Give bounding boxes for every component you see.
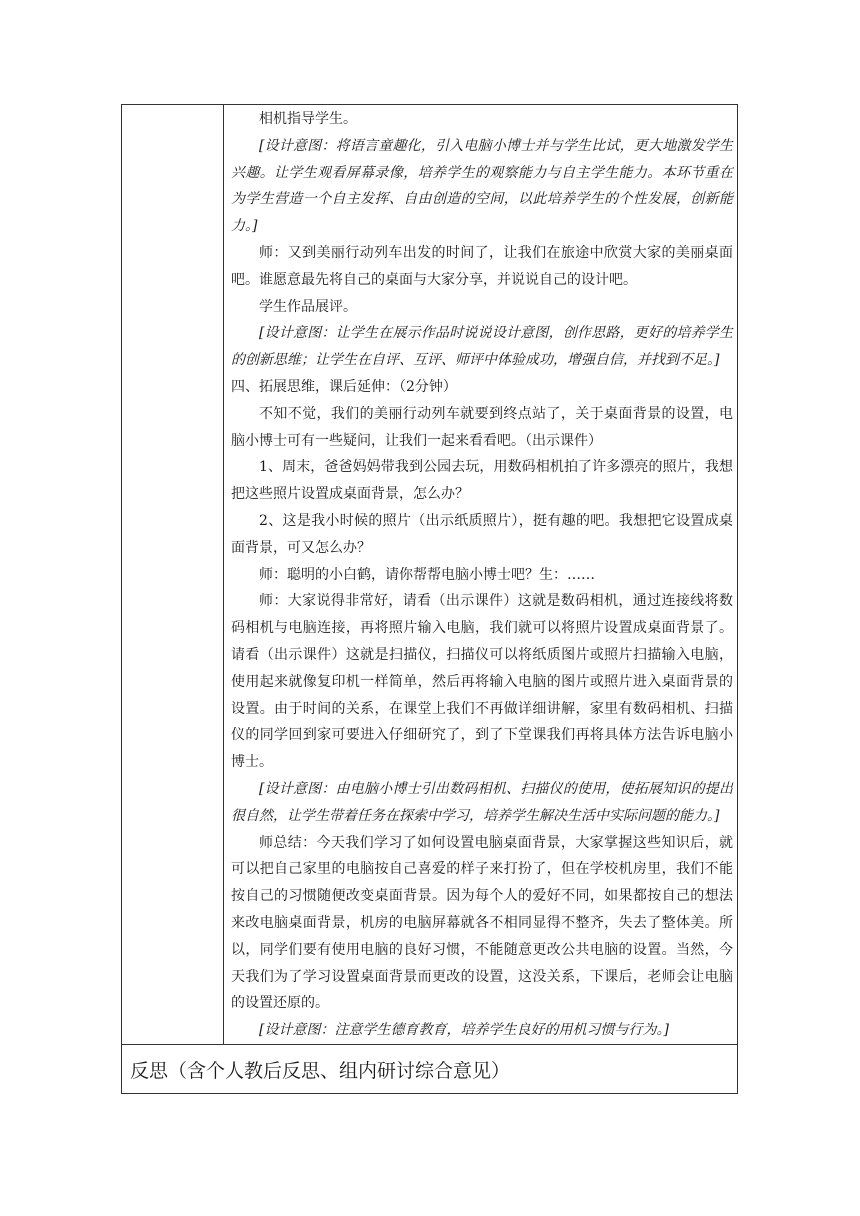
design-intent-4: [设计意图：注意学生德育教育，培养学生良好的用机习惯与行为。] — [259, 1022, 669, 1039]
paragraph-student-review: 学生作品展评。 — [259, 298, 357, 315]
design-intent-1: [设计意图：将语言童趣化，引入电脑小博士并与学生比试，更大地激发学生兴趣。让学生观看屏幕录像，培养学生的观察能力与自主学生能力。本环节重在为学生营造一个自主发挥、自由创造的空间，以此培养学生的个性发展，创新能力。] — [231, 137, 733, 235]
paragraph-camera-guidance: 相机指导学生。 — [259, 111, 357, 127]
reflection-cell — [122, 1044, 738, 1093]
question-2: 2、这是我小时候的照片（出示纸质照片），挺有趣的吧。我想把它设置成桌面背景，可又怎么办？ — [231, 512, 733, 556]
paragraph-teacher-summary: 师总结：今天我们学习了如何设置电脑桌面背景，大家掌握这些知识后，就可以把自己家里的电脑按自己喜爱的样子来打扮了，但在学校机房里，我们不能按自己的习惯随便改变桌面背景。因为每个人的爱好不同，如果都按自己的想法来改电脑桌面背景，机房的电脑屏幕就各不相同显得不整齐，失去了整体美。所以，同学们要有使用电脑的良好习惯，不能随意更改公共电脑的设置。当然，今天我们为了学习设置桌面背景而更改的设置，这没关系，下课后，老师会让电脑的设置还原的。 — [231, 834, 733, 1012]
design-intent-2: [设计意图：让学生在展示作品时说说设计意图，创作思路，更好的培养学生的创新思维；让学生在自评、互评、师评中体验成功，增强自信，并找到不足。] — [231, 325, 733, 369]
left-label-cell — [122, 105, 224, 1045]
reflection-label: 反思（含个人教后反思、组内研讨综合意见） — [130, 1059, 511, 1082]
paragraph-teacher-prompt: 师：聪明的小白鹤，请你帮帮电脑小博士吧？生：…… — [259, 566, 595, 583]
lesson-plan-table — [121, 104, 738, 1094]
lesson-content-cell — [224, 105, 738, 1045]
question-1: 1、周末，爸爸妈妈带我到公园去玩，用数码相机拍了许多漂亮的照片，我想把这些照片设置成桌面背景，怎么办？ — [231, 459, 733, 503]
paragraph-intro-questions: 不知不觉，我们的美丽行动列车就要到终点站了，关于桌面背景的设置，电脑小博士可有一些疑问，让我们一起来看看吧。（出示课件） — [231, 405, 733, 449]
section-heading-extension: 四、拓展思维，课后延伸：（2分钟） — [231, 378, 457, 395]
paragraph-teacher-showcase: 师：又到美丽行动列车出发的时间了，让我们在旅途中欣赏大家的美丽桌面吧。谁愿意最先将自己的桌面与大家分享，并说说自己的设计吧。 — [231, 244, 733, 288]
content-row — [122, 105, 738, 1045]
design-intent-3: [设计意图：由电脑小博士引出数码相机、扫描仪的使用，使拓展知识的提出很自然，让学生带着任务在探索中学习，培养学生解决生活中实际问题的能力。] — [231, 780, 733, 824]
paragraph-teacher-explanation: 师：大家说得非常好，请看（出示课件）这就是数码相机，通过连接线将数码相机与电脑连接，再将照片输入电脑，我们就可以将照片设置成桌面背景了。请看（出示课件）这就是扫描仪，扫描仪可以将纸质图片或照片扫描输入电脑，使用起来就像复印机一样简单，然后再将输入电脑的图片或照片进入桌面背景的设置。由于时间的关系，在课堂上我们不再做详细讲解，家里有数码相机、扫描仪的同学回到家可要进入仔细研究了，到了下堂课我们再将具体方法告诉电脑小博士。 — [231, 593, 733, 771]
reflection-row — [122, 1044, 738, 1093]
